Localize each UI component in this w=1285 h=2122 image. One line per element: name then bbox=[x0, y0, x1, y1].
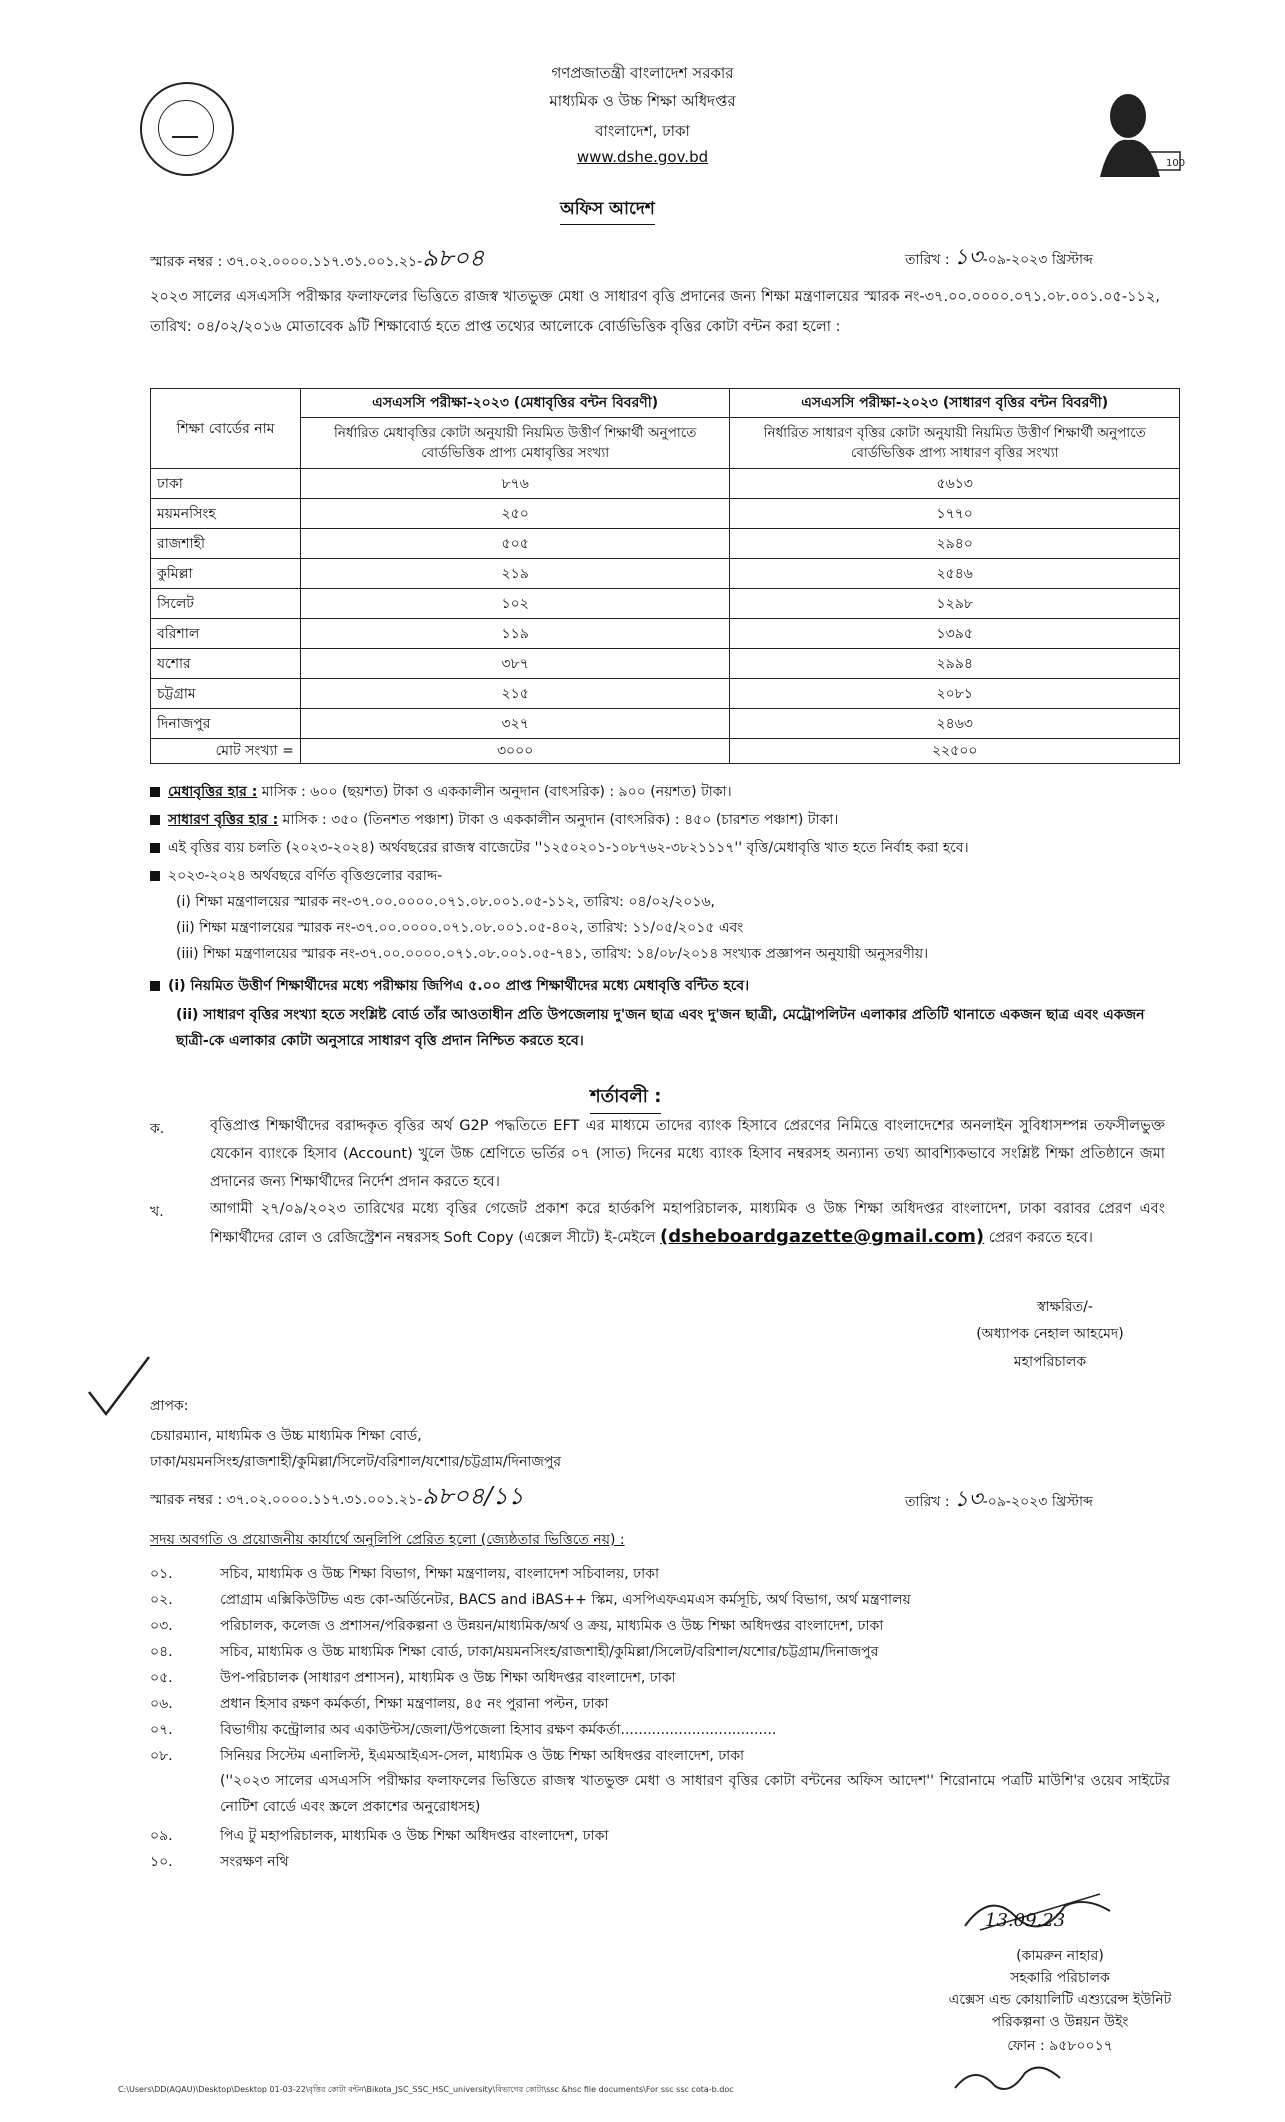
table-header-merit: এসএসসি পরীক্ষা-২০২৩ (মেধাবৃত্তির বন্টন বিবরণী) bbox=[300, 389, 730, 418]
bullet-merit-rate: মেধাবৃত্তির হার : মাসিক : ৬০০ (ছয়শত) টাকা ও এককালীন অনুদান (বাৎসরিক) : ৯০০ (নয়শত) টাকা। bbox=[150, 780, 1170, 806]
table-row: ঢাকা ৮৭৬ ৫৬১৩ bbox=[151, 469, 1180, 499]
memo-number-2: স্মারক নম্বর : ৩৭.০২.০০০০.১১৭.৩১.০০১.২১-৯৮০৪/১১ bbox=[150, 1482, 524, 1510]
bullet-allocation: ২০২৩-২০২৪ অর্থবছরে বর্ণিত বৃত্তিগুলোর বরাদ্দ- bbox=[150, 864, 1170, 890]
header-gov: গণপ্রজাতন্ত্রী বাংলাদেশ সরকার bbox=[551, 64, 734, 82]
email-link[interactable]: (dsheboardgazette@gmail.com) bbox=[660, 1226, 985, 1247]
list-item: ০৩. পরিচালক, কলেজ ও প্রশাসন/পরিকল্পনা ও উন্নয়ন/মাধ্যমিক/অর্থ ও ক্রয়, মাধ্যমিক ও উচ্চ শিক্ষা অধিদপ্তর বাংলাদেশ, ঢাকা bbox=[150, 1618, 884, 1634]
table-row: ময়মনসিংহ ২৫০ ১৭৭০ bbox=[151, 499, 1180, 529]
table-row: দিনাজপুর ৩২৭ ২৪৬৩ bbox=[151, 709, 1180, 739]
signatory2-unit: এক্সেস এন্ড কোয়ালিটি এশ্যুরেন্স ইউনিট bbox=[948, 1992, 1172, 2008]
recipient-label: প্রাপক: bbox=[150, 1398, 189, 1414]
file-path-footer: C:\Users\DD(AQAU)\Desktop\Desktop 01-03-22\বৃত্তির কোটা বন্টন\Bikota_JSC_SSC_HSC_university\বিভাগের কোটা\ssc &hsc file documents\For ssc ssc cota-b.doc bbox=[118, 2085, 734, 2094]
list-item: ০১. সচিব, মাধ্যমিক ও উচ্চ শিক্ষা বিভাগ, শিক্ষা মন্ত্রণালয়, বাংলাদেশ সচিবালয়, ঢাকা bbox=[150, 1566, 660, 1582]
bullet-square-icon bbox=[150, 815, 160, 825]
tick-mark-icon bbox=[84, 1352, 154, 1422]
table-row: বরিশাল ১১৯ ১৩৯৫ bbox=[151, 619, 1180, 649]
bullet-square-icon bbox=[150, 871, 160, 881]
table-row: যশোর ৩৮৭ ২৯৯৪ bbox=[151, 649, 1180, 679]
memo-handwritten: ৯৮০৪ bbox=[422, 244, 485, 272]
list-item: ০২. প্রোগ্রাম এক্সিকিউটিভ এন্ড কো-অর্ডিনেটর, BACS and iBAS++ স্কিম, এসপিএফএমএস কর্মসূচি, অর্থ বিভাগ, অর্থ মন্ত্রণালয় bbox=[150, 1592, 911, 1608]
table-header-general: এসএসসি পরীক্ষা-২০২৩ (সাধারণ বৃত্তির বন্টন বিবরণী) bbox=[730, 389, 1180, 418]
table-row: চট্টগ্রাম ২১৫ ২০৮১ bbox=[151, 679, 1180, 709]
signatory-designation: মহাপরিচালক bbox=[1013, 1354, 1087, 1370]
memo2-handwritten: ৯৮০৪/১১ bbox=[422, 1482, 524, 1510]
conditions-heading: শর্তাবলী : bbox=[590, 1082, 661, 1114]
signatory2-name: (কামরুন নাহার) bbox=[1016, 1948, 1104, 1964]
table-header-board: শিক্ষা বোর্ডের নাম bbox=[151, 389, 301, 469]
bullet-budget: এই বৃত্তির ব্যয় চলতি (২০২৩-২০২৪) অর্থবছরের রাজস্ব বাজেটের ''১২৫০২০১-১০৮৭৬২-৩৮২১১১৭'' বৃত্তি/মেধাবৃত্তি খাত হতে নির্বাহ করা হবে। bbox=[150, 836, 1170, 862]
table-row: কুমিল্লা ২১৯ ২৫৪৬ bbox=[151, 559, 1180, 589]
signatory2-phone: ফোন : ৯৫৮০০১৭ bbox=[1007, 2038, 1113, 2054]
list-item: ০৬. প্রধান হিসাব রক্ষণ কর্মকর্তা, শিক্ষা মন্ত্রণালয়, ৪৫ নং পুরানা পল্টন, ঢাকা bbox=[150, 1696, 609, 1712]
distribution-rule-ii: (ii) সাধারণ বৃত্তির সংখ্যা হতে সংশ্লিষ্ট বোর্ড তাঁর আওতাধীন প্রতি উপজেলায় দু'জন ছাত্র এবং দু'জন ছাত্রী, মেট্রোপলিটন এলাকার প্রতিটি থানাতে একজন ছাত্র এবং একজন ছাত্রী-কে এলাকার কোটা অনুসারে সাধারণ বৃত্তি প্রদান নিশ্চিত করতে হবে। bbox=[176, 1007, 1145, 1049]
table-row: সিলেট ১০২ ১২৯৮ bbox=[151, 589, 1180, 619]
list-item: ১০. সংরক্ষণ নথি bbox=[150, 1854, 289, 1870]
initial-signature-icon bbox=[950, 2058, 1070, 2098]
signature2-date: 13.09.23 bbox=[985, 1910, 1066, 1931]
table-subheader-general: নির্ধারিত সাধারণ বৃত্তির কোটা অনুযায়ী নিয়মিত উত্তীর্ণ শিক্ষার্থী অনুপাতে বোর্ডভিত্তিক প্রাপ্য সাধারণ বৃত্তির সংখ্যা bbox=[730, 418, 1180, 469]
page-title: অফিস আদেশ bbox=[560, 196, 655, 225]
bullet-square-icon bbox=[150, 843, 160, 853]
recipient-line1: চেয়ারম্যান, মাধ্যমিক ও উচ্চ মাধ্যমিক শিক্ষা বোর্ড, bbox=[150, 1428, 422, 1444]
table-row: রাজশাহী ৫০৫ ২৯৪০ bbox=[151, 529, 1180, 559]
list-item: ০৫. উপ-পরিচালক (সাধারণ প্রশাসন), মাধ্যমিক ও উচ্চ শিক্ষা অধিদপ্তর বাংলাদেশ, ঢাকা bbox=[150, 1670, 676, 1686]
list-item: ০৭. বিভাগীয় কন্ট্রোলার অব একাউন্টস/জেলা/উপজেলা হিসাব রক্ষণ কর্মকর্তা................................... bbox=[150, 1722, 777, 1738]
bullet-square-icon bbox=[150, 981, 160, 991]
list-item: ০৪. সচিব, মাধ্যমিক ও উচ্চ মাধ্যমিক শিক্ষা বোর্ড, ঢাকা/ময়মনসিংহ/রাজশাহী/কুমিল্লা/সিলেট/বরিশাল/যশোর/চট্টগ্রাম/দিনাজপুর bbox=[150, 1644, 879, 1660]
mujib-portrait-icon bbox=[1080, 82, 1190, 182]
signatory-name: (অধ্যাপক নেহাল আহমেদ) bbox=[976, 1326, 1124, 1342]
condition-kha-text: আগামী ২৭/০৯/২০২৩ তারিখের মধ্যে বৃত্তির গেজেট প্রকাশ করে হার্ডকপি মহাপরিচালক, মাধ্যমিক ও উচ্চ শিক্ষা অধিদপ্তর বাংলাদেশ, ঢাকা বরাবর প্রেরণ এবং শিক্ষার্থীদের রোল ও রেজিস্ট্রেশন নম্বরসহ Soft Copy (এক্সেল সীটে) ই-মেইলে (dsheboardgazette@gmail.com) প্রেরণ করতে হবে। bbox=[210, 1201, 1165, 1247]
condition-kha-label: খ. bbox=[150, 1204, 164, 1220]
memo-number: স্মারক নম্বর : ৩৭.০২.০০০০.১১৭.৩১.০০১.২১-৯৮০৪ bbox=[150, 244, 485, 272]
list-item-note: (''২০২৩ সালের এসএসসি পরীক্ষার ফলাফলের ভিত্তিতে রাজস্ব খাতভুক্ত মেধা ও সাধারণ বৃত্তির কোটা বন্টনের অফিস আদেশ'' শিরোনামে পত্রটি মাউশি'র ওয়েব সাইটের নোটিশ বোর্ডে এবং স্ক্রলে প্রকাশের অনুরোধসহ) bbox=[220, 1773, 1170, 1815]
svg-text:100: 100 bbox=[1166, 158, 1186, 169]
signatory2-designation: সহকারি পরিচালক bbox=[1010, 1970, 1110, 1986]
memo-date-2: তারিখ : ১৩-০৯-২০২৩ খ্রিস্টাব্দ bbox=[905, 1487, 1093, 1512]
bullet-distribution-rule: (i) নিয়মিত উত্তীর্ণ শিক্ষার্থীদের মধ্যে পরীক্ষায় জিপিএ ৫.০০ প্রাপ্ত শিক্ষার্থীদের মধ্যে মেধাবৃত্তি বন্টিত হবে। bbox=[150, 974, 1170, 1000]
allocation-item: (iii) শিক্ষা মন্ত্রণালয়ের স্মারক নং-৩৭.০০.০০০০.০৭১.০৮.০০১.০৫-৭৪১, তারিখ: ১৪/০৮/২০১৪ সংখ্যক প্রজ্ঞাপন অনুযায়ী অনুসরণীয়। bbox=[176, 946, 929, 962]
header-website[interactable]: www.dshe.gov.bd bbox=[576, 148, 709, 166]
scholarship-table bbox=[150, 388, 1180, 764]
memo-date: তারিখ : ১৩-০৯-২০২৩ খ্রিস্টাব্দ bbox=[905, 245, 1093, 270]
header-location: বাংলাদেশ, ঢাকা bbox=[595, 122, 690, 140]
copy-heading: সদয় অবগতি ও প্রয়োজনীয় কার্যার্থে অনুলিপি প্রেরিত হলো (জ্যেষ্ঠতার ভিত্তিতে নয়) : bbox=[150, 1532, 625, 1548]
recipient-line2: ঢাকা/ময়মনসিংহ/রাজশাহী/কুমিল্লা/সিলেট/বরিশাল/যশোর/চট্টগ্রাম/দিনাজপুর bbox=[150, 1454, 562, 1470]
header-directorate: মাধ্যমিক ও উচ্চ শিক্ষা অধিদপ্তর bbox=[549, 92, 736, 110]
table-total-row: মোট সংখ্যা = ৩০০০ ২২৫০০ bbox=[151, 739, 1180, 764]
list-item: ০৮. সিনিয়র সিস্টেম এনালিস্ট, ইএমআইএস-সেল, মাধ্যমিক ও উচ্চ শিক্ষা অধিদপ্তর বাংলাদেশ, ঢাকা bbox=[150, 1748, 745, 1764]
bullet-square-icon bbox=[150, 787, 160, 797]
signed-mark: স্বাক্ষরিত/- bbox=[1037, 1299, 1093, 1315]
signatory2-wing: পরিকল্পনা ও উন্নয়ন উইং bbox=[991, 2014, 1129, 2030]
condition-ka-text: বৃত্তিপ্রাপ্ত শিক্ষার্থীদের বরাদ্দকৃত বৃত্তির অর্থ G2P পদ্ধতিতে EFT এর মাধ্যমে তাদের ব্যাংক হিসাবে প্রেরণের নিমিত্তে বাংলাদেশের অনলাইন সুবিধাসম্পন্ন তফসীলভুক্ত যেকোন ব্যাংকে হিসাব (Account) খুলে উচ্চ শ্রেণিতে ভর্তির ০৭ (সাত) দিনের মধ্যে ব্যাংক হিসাব নম্বরসহ অন্যান্য তথ্য আবশ্যিকভাবে সংশ্লিষ্ট শিক্ষা প্রতিষ্ঠানে জমা প্রদানের জন্য শিক্ষার্থীদের নির্দেশ প্রদান করতে হবে। bbox=[210, 1118, 1165, 1190]
bullet-general-rate: সাধারণ বৃত্তির হার : মাসিক : ৩৫০ (তিনশত পঞ্চাশ) টাকা ও এককালীন অনুদান (বাৎসরিক) : ৪৫০ (চারশত পঞ্চাশ) টাকা। bbox=[150, 808, 1170, 834]
intro-paragraph: ২০২৩ সালের এসএসসি পরীক্ষার ফলাফলের ভিত্তিতে রাজস্ব খাতভুক্ত মেধা ও সাধারণ বৃত্তি প্রদানের জন্য শিক্ষা মন্ত্রণালয়ের স্মারক নং-৩৭.০০.০০০০.০৭১.০৮.০০১.০৫-১১২, তারিখ: ০৪/০২/২০১৬ মোতাবেক ৯টি শিক্ষাবোর্ড হতে প্রাপ্ত তথ্যের আলোকে বোর্ডভিত্তিক বৃত্তির কোটা বন্টন করা হলো : bbox=[150, 289, 1160, 335]
allocation-item: (i) শিক্ষা মন্ত্রণালয়ের স্মারক নং-৩৭.০০.০০০০.০৭১.০৮.০০১.০৫-১১২, তারিখ: ০৪/০২/২০১৬, bbox=[176, 894, 716, 910]
condition-ka-label: ক. bbox=[150, 1121, 165, 1137]
allocation-item: (ii) শিক্ষা মন্ত্রণালয়ের স্মারক নং-৩৭.০০.০০০০.০৭১.০৮.০০১.০৫-৪০২, তারিখ: ১১/০৫/২০১৫ এবং bbox=[176, 920, 744, 936]
table-subheader-merit: নির্ধারিত মেধাবৃত্তির কোটা অনুযায়ী নিয়মিত উত্তীর্ণ শিক্ষার্থী অনুপাতে বোর্ডভিত্তিক প্রাপ্য মেধাবৃত্তির সংখ্যা bbox=[300, 418, 730, 469]
list-item: ০৯. পিএ টু মহাপরিচালক, মাধ্যমিক ও উচ্চ শিক্ষা অধিদপ্তর বাংলাদেশ, ঢাকা bbox=[150, 1828, 609, 1844]
